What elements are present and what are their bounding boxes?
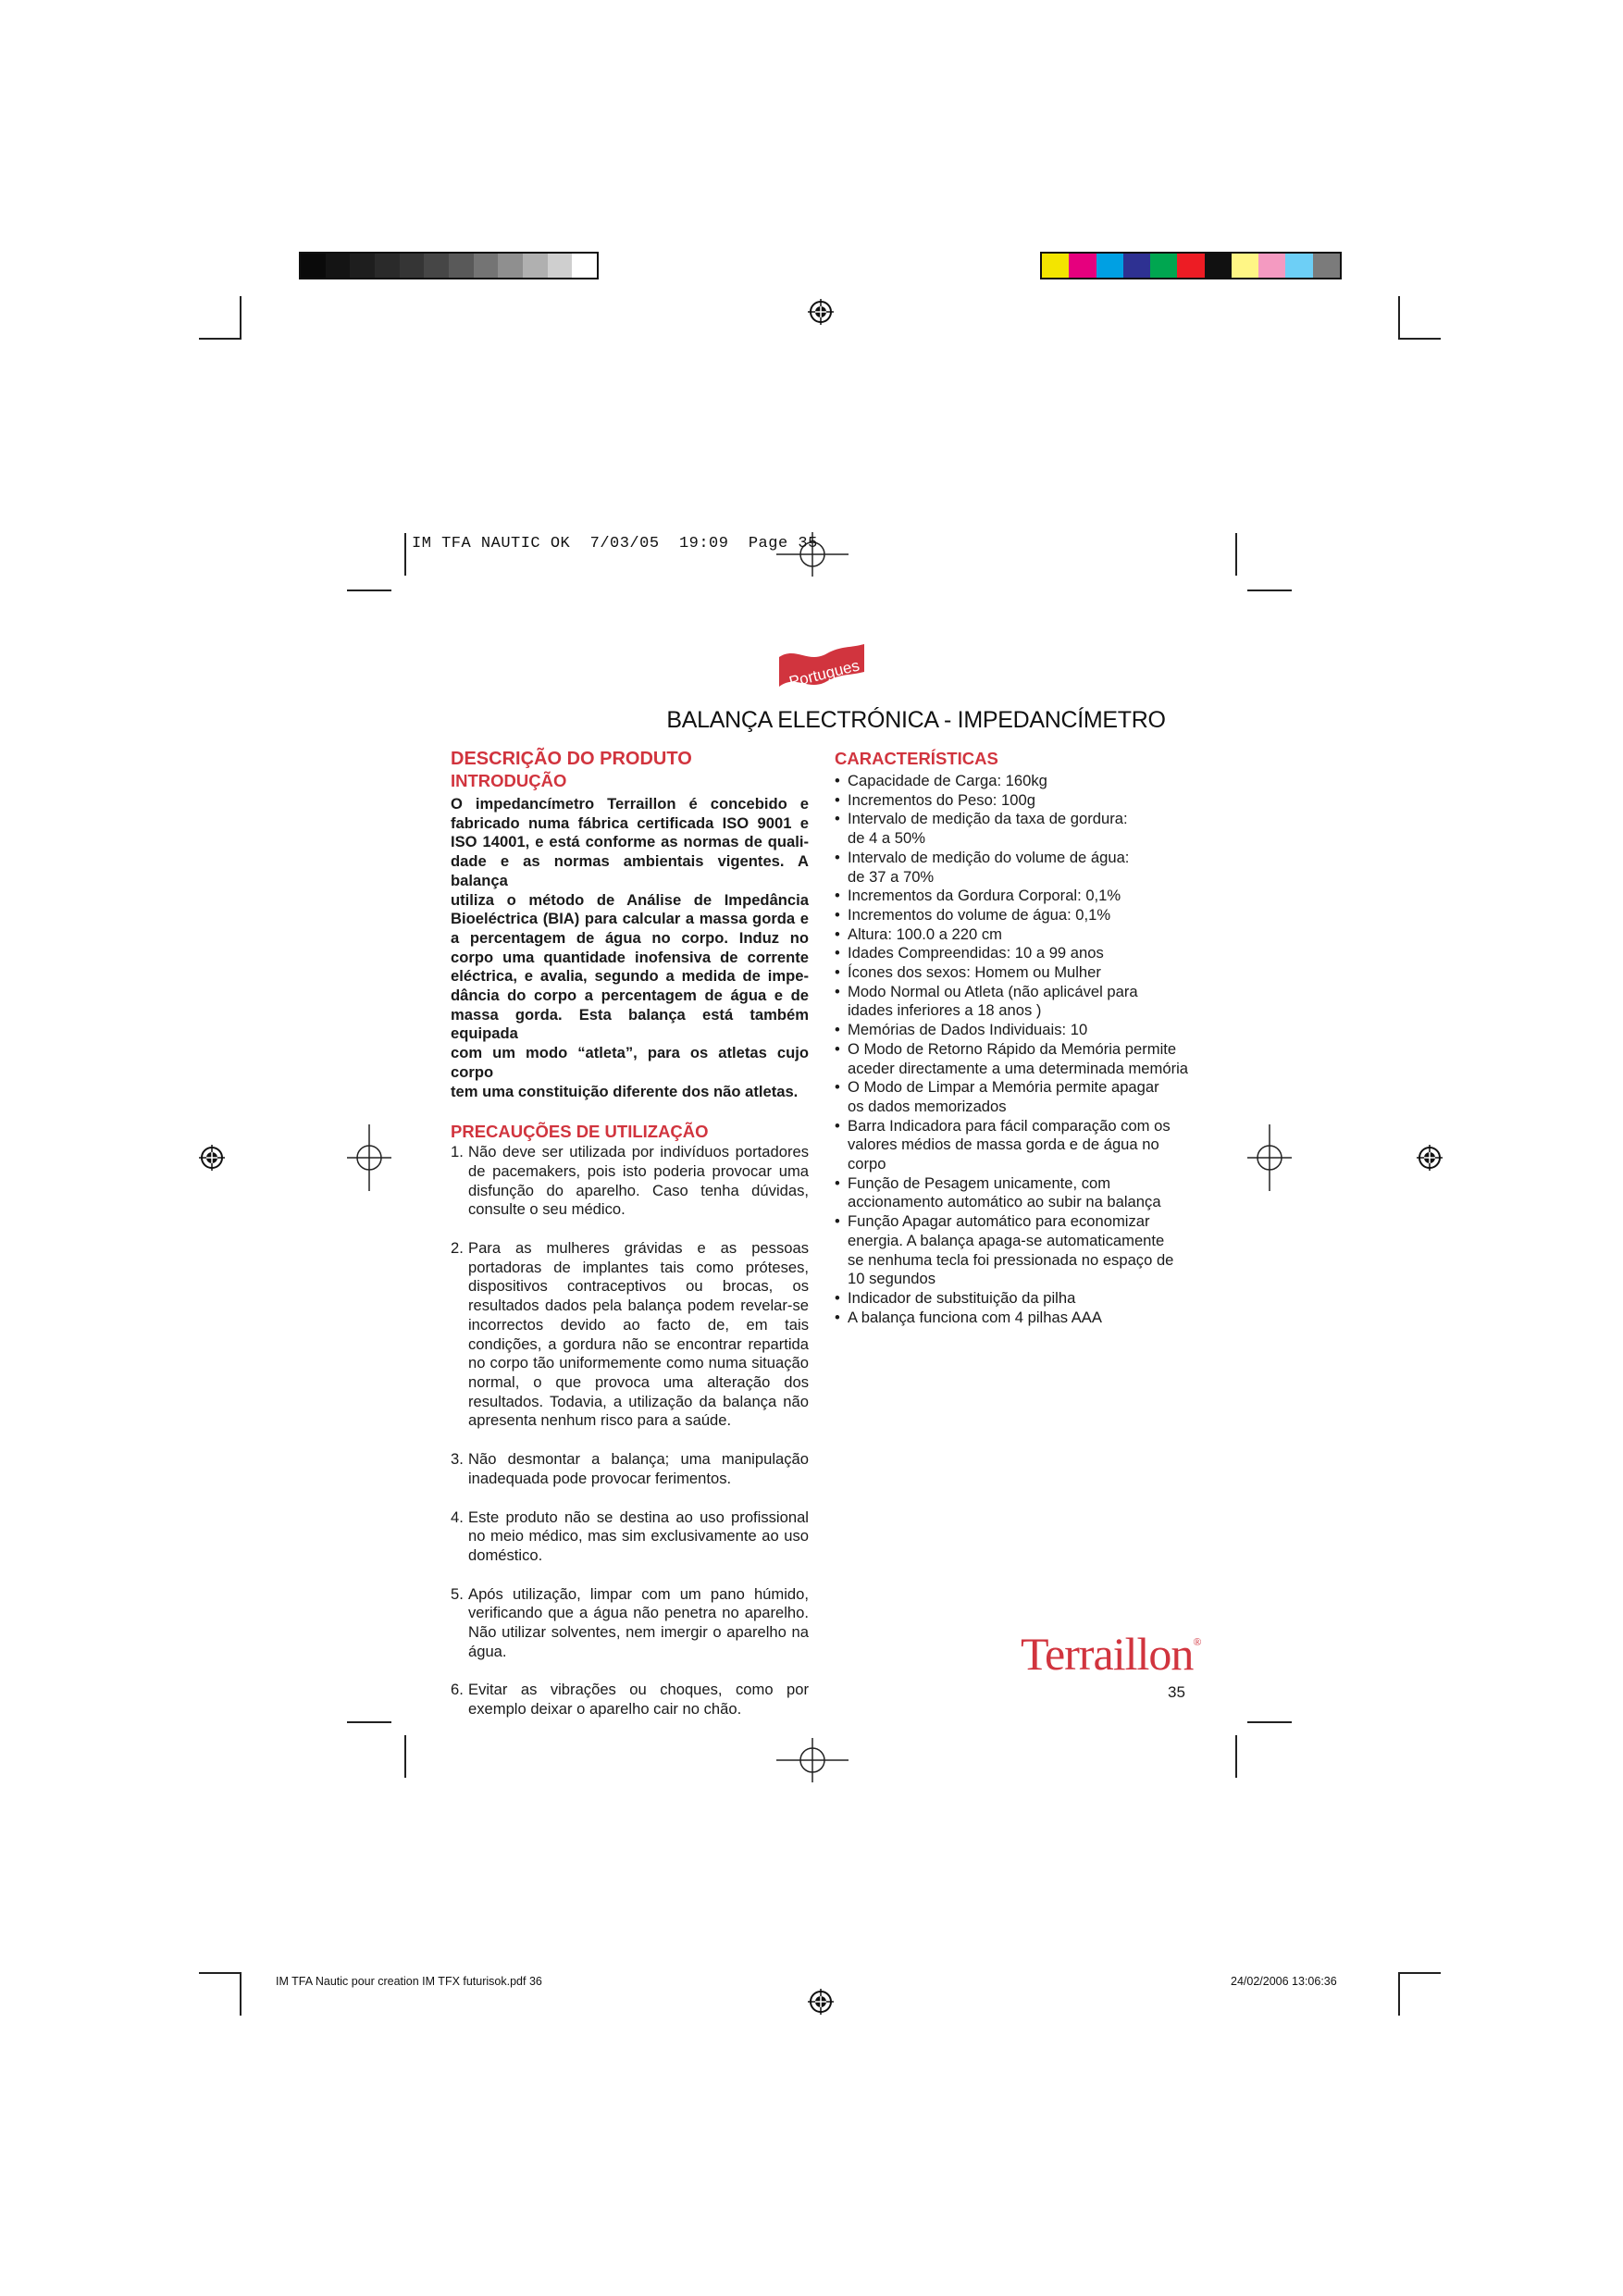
feature-line: Capacidade de Carga: 160kg [848, 772, 1047, 789]
precaution-number: 1. [451, 1143, 464, 1161]
feature-item [835, 1174, 1196, 1212]
feature-line: O Modo de Retorno Rápido da Memória permite [848, 1039, 1177, 1058]
bullet-icon: • [835, 1212, 840, 1231]
color-swatch [1177, 254, 1204, 278]
precaution-number: 3. [451, 1450, 464, 1469]
bullet-icon: • [835, 1173, 840, 1192]
precaution-item [451, 1585, 809, 1662]
feature-line: Altura: 100.0 a 220 cm [848, 925, 1002, 943]
features-list [835, 772, 1196, 1327]
feature-line: Incrementos do Peso: 100g [848, 790, 1035, 809]
feature-text [848, 1078, 1159, 1116]
feature-line: Intervalo de medição da taxa de gordura: [848, 810, 1128, 828]
feature-line: Intervalo de medição do volume de água: [848, 848, 1130, 866]
feature-text [848, 1289, 1075, 1309]
intro-line: eléctrica, e avalia, segundo a medida de impe- [451, 967, 809, 986]
feature-line: corpo [848, 1155, 886, 1173]
feature-line: Incrementos da Gordura Corporal: 0,1% [848, 887, 1121, 905]
intro-line: utiliza o método de Análise de Impedância [451, 890, 809, 909]
brand-logo [1021, 1628, 1201, 1680]
precaution-text: Não deve ser utilizada por indivíduos portadores de pacemakers, pois isto poderia provocar uma disfunção do aparelho. Caso tenha dúvidas, consulte o seu médico. [468, 1143, 809, 1219]
color-swatch [1096, 254, 1123, 278]
precautions-list [451, 1143, 809, 1719]
bullet-icon: • [835, 944, 840, 962]
crosshair-mark-icon [1247, 1124, 1292, 1191]
bullet-icon: • [835, 1078, 840, 1097]
intro-line: a percentagem de água no corpo. Induz no [451, 928, 809, 947]
color-calibration-bar [1040, 252, 1342, 279]
feature-item [835, 906, 1196, 925]
feature-line: Indicador de substituição da pilha [848, 1288, 1076, 1307]
feature-text [848, 983, 1138, 1021]
language-flag-icon [775, 637, 868, 699]
feature-item [835, 810, 1196, 848]
bullet-icon: • [835, 772, 840, 789]
intro-line: tem uma constituição diferente dos não atletas. [451, 1082, 799, 1100]
color-swatch [326, 254, 351, 278]
color-swatch [449, 254, 474, 278]
feature-item [835, 1289, 1196, 1309]
feature-item [835, 887, 1196, 906]
feature-line: de 4 a 50% [848, 829, 925, 848]
precautions-heading: PRECAUÇÕES DE UTILIZAÇÃO [451, 1122, 709, 1142]
precaution-text: Após utilização, limpar com um pano húmido, verificando que a água não penetra no aparelho. Não utilizar solventes, nem imergir o aparelho na água. [468, 1584, 809, 1660]
registration-mark-icon [807, 1988, 835, 2016]
feature-item [835, 1117, 1196, 1174]
feature-text [848, 772, 1047, 791]
intro-line: com um modo “atleta”, para os atletas cujo corpo [451, 1044, 809, 1081]
feature-text [848, 849, 1129, 887]
precaution-item [451, 1239, 809, 1431]
feature-text [848, 1174, 1161, 1212]
feature-line: Ícones dos sexos: Homem ou Mulher [848, 963, 1101, 982]
precaution-number: 6. [451, 1681, 464, 1699]
feature-line: 10 segundos [848, 1270, 936, 1288]
color-swatch [1042, 254, 1069, 278]
features-heading: CARACTERÍSTICAS [835, 749, 998, 768]
bullet-icon: • [835, 963, 840, 982]
color-swatch [1232, 254, 1258, 278]
introduction-heading: INTRODUÇÃO [451, 771, 567, 790]
intro-line: dade e as normas ambientais vigentes. A balança [451, 852, 809, 889]
precaution-number: 5. [451, 1584, 464, 1603]
color-swatch [375, 254, 400, 278]
bullet-icon: • [835, 848, 840, 866]
precaution-number: 4. [451, 1508, 464, 1526]
intro-line: dância do corpo a percentagem de água e de [451, 987, 809, 1005]
precaution-item [451, 1143, 809, 1220]
feature-text [848, 1040, 1188, 1078]
color-swatch [1123, 254, 1150, 278]
feature-item [835, 791, 1196, 811]
precaution-text: Não desmontar a balança; uma manipulação inadequada pode provocar ferimentos. [468, 1450, 809, 1487]
feature-item [835, 925, 1196, 945]
feature-item [835, 1212, 1196, 1289]
bullet-icon: • [835, 925, 840, 943]
feature-text [848, 963, 1101, 983]
feature-item [835, 1021, 1196, 1040]
bullet-icon: • [835, 1021, 840, 1039]
color-swatch [474, 254, 499, 278]
bullet-icon: • [835, 1116, 840, 1135]
feature-line: Função Apagar automático para economizar [848, 1212, 1150, 1231]
feature-item [835, 1078, 1196, 1116]
color-swatch [548, 254, 573, 278]
bullet-icon: • [835, 790, 840, 809]
intro-line: corpo uma quantidade inofensiva de corrente [451, 948, 809, 966]
feature-item [835, 983, 1196, 1021]
feature-line: O Modo de Limpar a Memória permite apagar [848, 1078, 1159, 1097]
precaution-text: Evitar as vibrações ou choques, como por exemplo deixar o aparelho cair no chão. [468, 1681, 809, 1719]
bullet-icon: • [835, 887, 840, 905]
footer-datetime: 24/02/2006 13:06:36 [1231, 1975, 1337, 1988]
feature-item [835, 1040, 1196, 1078]
feature-text [848, 906, 1110, 925]
registration-mark-icon [198, 1144, 226, 1172]
page-number: 35 [1168, 1683, 1185, 1701]
color-swatch [1205, 254, 1232, 278]
feature-line: de 37 a 70% [848, 867, 935, 886]
registration-mark-icon [807, 298, 835, 326]
precaution-text: Este produto não se destina ao uso profissional no meio médico, mas sim exclusivamente ao uso doméstico. [468, 1508, 809, 1564]
registration-mark-icon [1416, 1144, 1443, 1172]
language-flag-label: Portugues [787, 656, 861, 691]
color-swatch [1258, 254, 1285, 278]
feature-line: idades inferiores a 18 anos ) [848, 1001, 1042, 1020]
precaution-text: Para as mulheres grávidas e as pessoas portadoras de implantes tais como próteses, dispositivos contraceptivos ou brocas, os resultados dados pela balança podem revelar-se incorrectos devido ao facto de, em tais condições, a gordura não se encontrar repartida no corpo tão uniformemente como numa situação normal, o que provoca uma alteração dos resultados. Todavia, a utilização da balança não apresenta nenhum risco para a saúde. [468, 1239, 809, 1430]
feature-line: Função de Pesagem unicamente, com [848, 1173, 1111, 1192]
feature-line: accionamento automático ao subir na balança [848, 1193, 1161, 1211]
color-swatch [1069, 254, 1096, 278]
feature-text [848, 1309, 1102, 1328]
feature-line: Incrementos do volume de água: 0,1% [848, 905, 1111, 924]
feature-line: A balança funciona com 4 pilhas AAA [848, 1308, 1102, 1326]
intro-line: ISO 14001, e está conforme as normas de quali- [451, 833, 809, 851]
registered-mark: ® [1193, 1635, 1201, 1648]
color-swatch [424, 254, 449, 278]
feature-item [835, 849, 1196, 887]
bullet-icon: • [835, 982, 840, 1000]
brand-name: Terraillon [1021, 1628, 1194, 1680]
feature-line: Memórias de Dados Individuais: 10 [848, 1021, 1088, 1039]
intro-line: massa gorda. Esta balança está também equipada [451, 1005, 809, 1043]
bullet-icon: • [835, 905, 840, 924]
feature-line: valores médios de massa gorda e de água no [848, 1136, 1159, 1154]
feature-line: Idades Compreendidas: 10 a 99 anos [848, 944, 1104, 962]
feature-item [835, 963, 1196, 983]
product-description-heading: DESCRIÇÃO DO PRODUTO [451, 749, 692, 769]
color-swatch [301, 254, 326, 278]
color-swatch [400, 254, 425, 278]
feature-text [848, 810, 1128, 848]
feature-line: Barra Indicadora para fácil comparação com os [848, 1116, 1171, 1135]
precaution-item [451, 1450, 809, 1488]
feature-text [848, 944, 1104, 963]
feature-item [835, 772, 1196, 791]
feature-text [848, 925, 1002, 945]
color-swatch [350, 254, 375, 278]
left-column [451, 748, 809, 1739]
intro-line: Bioeléctrica (BIA) para calcular a massa gorda e [451, 910, 809, 928]
precaution-item [451, 1508, 809, 1566]
feature-line: se nenhuma tecla foi pressionada no espaço de [848, 1250, 1174, 1269]
color-swatch [572, 254, 597, 278]
feature-line: Modo Normal ou Atleta (não aplicável para [848, 982, 1138, 1000]
intro-line: O impedancímetro Terraillon é concebido e [451, 795, 809, 813]
feature-item [835, 1309, 1196, 1328]
feature-text [848, 1021, 1087, 1040]
feature-line: aceder directamente a uma determinada memória [848, 1059, 1189, 1077]
page-title: BALANÇA ELECTRÓNICA - IMPEDANCÍMETRO [666, 707, 1166, 733]
color-swatch [498, 254, 523, 278]
bullet-icon: • [835, 1039, 840, 1058]
bullet-icon: • [835, 1308, 840, 1326]
precaution-item [451, 1681, 809, 1719]
feature-text [848, 791, 1035, 811]
feature-line: energia. A balança apaga-se automaticamente [848, 1231, 1165, 1249]
feature-text [848, 887, 1121, 906]
feature-text [848, 1212, 1173, 1289]
feature-text [848, 1117, 1171, 1174]
feature-item [835, 944, 1196, 963]
feature-line: os dados memorizados [848, 1097, 1007, 1115]
crosshair-mark-icon [347, 1124, 391, 1191]
bullet-icon: • [835, 810, 840, 828]
intro-line: fabricado numa fábrica certificada ISO 9001 e [451, 813, 809, 832]
precaution-number: 2. [451, 1239, 464, 1258]
footer-file-name: IM TFA Nautic pour creation IM TFX futurisok.pdf 36 [276, 1975, 542, 1988]
introduction-paragraph [451, 795, 809, 1101]
color-swatch [1313, 254, 1340, 278]
bullet-icon: • [835, 1288, 840, 1307]
right-column [835, 748, 1196, 1327]
grayscale-calibration-bar [299, 252, 599, 279]
color-swatch [1285, 254, 1312, 278]
slug-line: IM TFA NAUTIC OK 7/03/05 19:09 Page 35 [412, 535, 818, 552]
crosshair-mark-icon [776, 1738, 849, 1782]
color-swatch [523, 254, 548, 278]
color-swatch [1150, 254, 1177, 278]
